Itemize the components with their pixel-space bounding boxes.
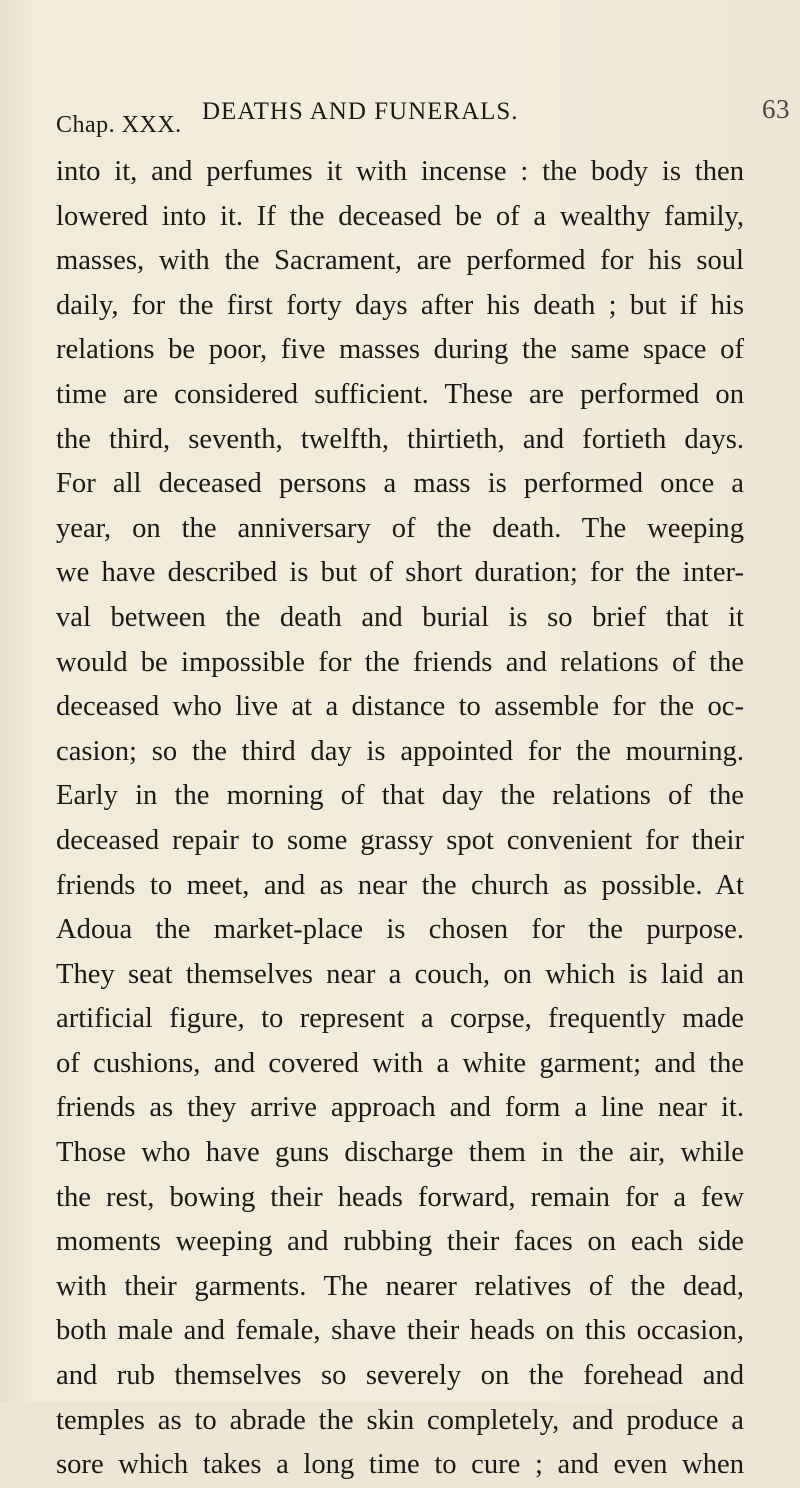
text-line: into it, and perfumes it with incense : the body is then xyxy=(56,156,744,187)
page-number: 63 xyxy=(762,94,790,124)
text-line: deceased repair to some grassy spot convenient for their xyxy=(56,824,744,856)
text-line: Those who have guns discharge them in the air, while xyxy=(56,1137,744,1169)
text-line: with their garments. The nearer relatives of the dead, xyxy=(56,1270,744,1302)
text-line: For all deceased persons a mass is performed once a xyxy=(56,468,744,500)
text-line: lowered into it. If the deceased be of a wealthy family, xyxy=(56,200,744,232)
text-line: sore which takes a long time to cure ; and even when xyxy=(56,1449,744,1481)
text-line: the third, seventh, twelfth, thirtieth, and fortieth days. xyxy=(56,423,744,455)
text-line: year, on the anniversary of the death. The weeping xyxy=(56,512,744,544)
text-line: artificial figure, to represent a corpse, frequently made xyxy=(56,1003,744,1035)
text-line: we have described is but of short duration; for the inter- xyxy=(56,557,744,589)
text-line: friends to meet, and as near the church as possible. At xyxy=(56,869,744,901)
chapter-label: Chap. XXX. xyxy=(56,112,182,138)
text-line: temples as to abrade the skin completely, and produce a xyxy=(56,1404,744,1436)
running-header xyxy=(56,94,790,138)
text-line: Adoua the market-place is chosen for the purpose. xyxy=(56,914,744,946)
text-line: Early in the morning of that day the relations of the xyxy=(56,780,744,812)
text-line: and rub themselves so severely on the forehead and xyxy=(56,1360,744,1392)
text-line: friends as they arrive approach and form a line near it. xyxy=(56,1092,744,1124)
text-line: masses, with the Sacrament, are performed for his soul xyxy=(56,245,744,277)
text-line: deceased who live at a distance to assemble for the oc- xyxy=(56,691,744,723)
text-line: would be impossible for the friends and relations of the xyxy=(56,646,744,678)
text-line: moments weeping and rubbing their faces on each side xyxy=(56,1226,744,1258)
text-line: val between the death and burial is so brief that it xyxy=(56,601,744,633)
text-line: daily, for the first forty days after his death ; but if his xyxy=(56,289,744,321)
text-line: They seat themselves near a couch, on which is laid an xyxy=(56,958,744,990)
text-line: both male and female, shave their heads on this occasion, xyxy=(56,1315,744,1347)
text-line: casion; so the third day is appointed for the mourning. xyxy=(56,735,744,767)
text-line: the rest, bowing their heads forward, remain for a few xyxy=(56,1181,744,1213)
body-text xyxy=(56,150,744,1488)
text-line: time are considered sufficient. These are performed on xyxy=(56,378,744,410)
text-line: of cushions, and covered with a white garment; and the xyxy=(56,1047,744,1079)
chapter-title: DEATHS AND FUNERALS. xyxy=(202,98,519,125)
text-line: relations be poor, five masses during the same space of xyxy=(56,334,744,366)
